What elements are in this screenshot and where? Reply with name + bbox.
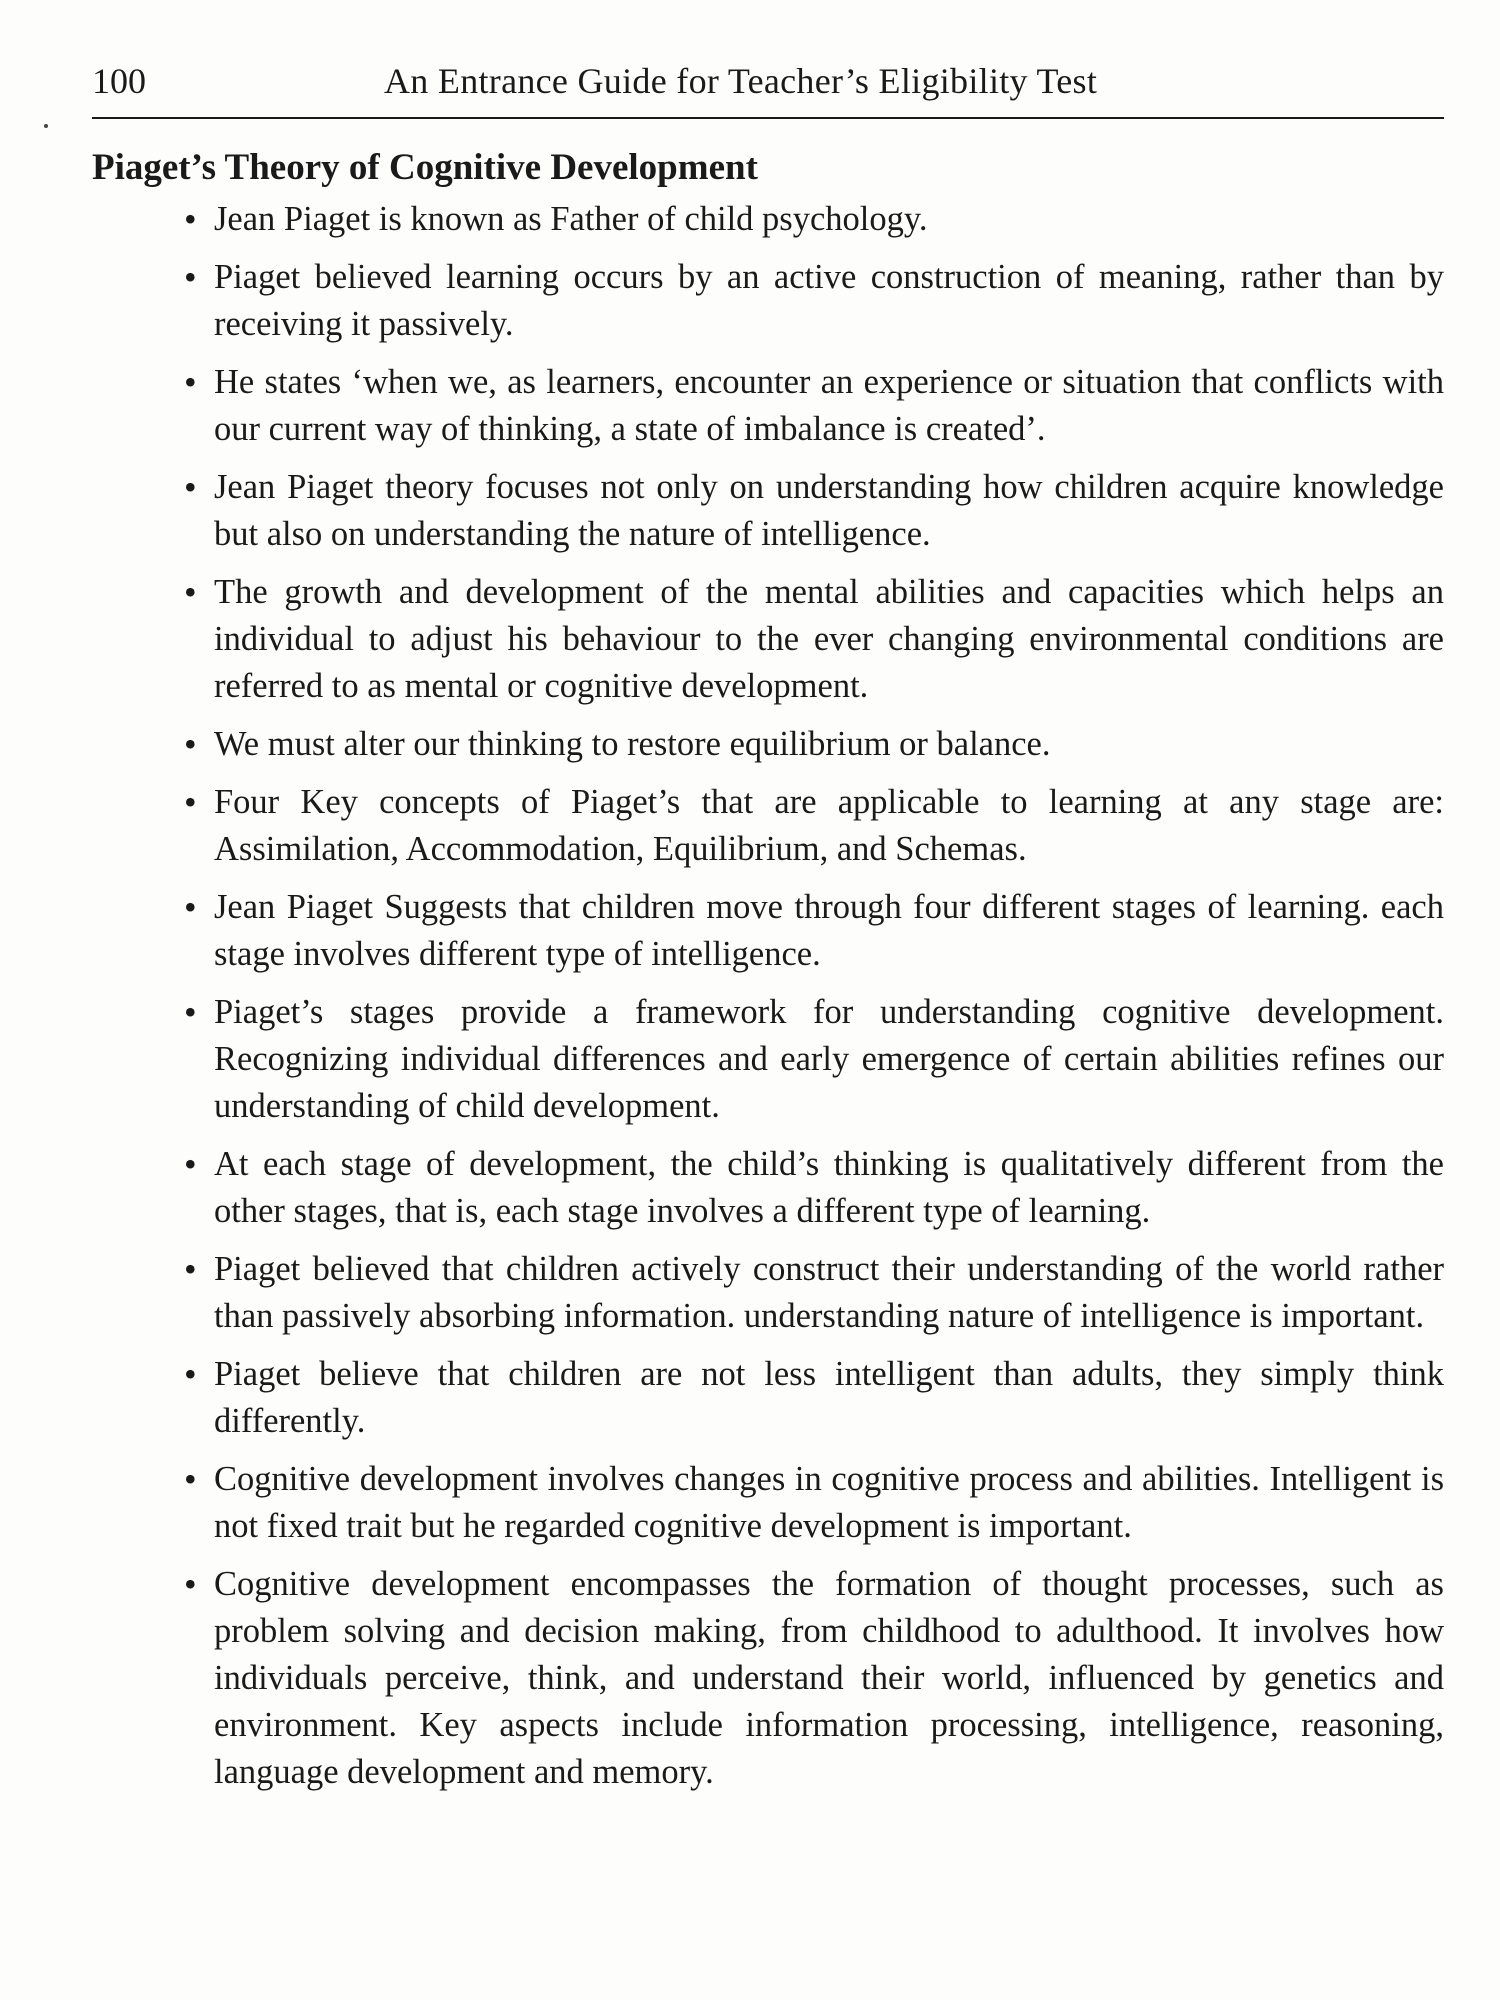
bullet-text: Cognitive development encompasses the formation of thought processes, such as problem solving and decision making, from childhood to adulthood. It involves how individuals perceive, think, and understand their world, influenced by genetics and environment. Key aspects include information processing, intelligence, reasoning, language development and memory. xyxy=(214,1565,1444,1791)
bullet-icon: • xyxy=(184,199,197,239)
bullet-text: Jean Piaget Suggests that children move through four different stages of learning. each stage involves different type of intelligence. xyxy=(214,888,1444,973)
bullet-text: Piaget believed learning occurs by an active construction of meaning, rather than by receiving it passively. xyxy=(214,258,1444,343)
bullet-text: Jean Piaget theory focuses not only on understanding how children acquire knowledge but also on understanding the nature of intelligence. xyxy=(214,468,1444,553)
bullet-text: Cognitive development involves changes in cognitive process and abilities. Intelligent is not fixed trait but he regarded cognitive development is important. xyxy=(214,1460,1444,1545)
running-header-title: An Entrance Guide for Teacher’s Eligibility Test xyxy=(384,61,1098,101)
list-item xyxy=(0,569,1444,710)
bullet-text: Piaget’s stages provide a framework for understanding cognitive development. Recognizing individual differences and early emergence of certain abilities refines our understanding of child development. xyxy=(214,993,1444,1125)
list-item xyxy=(0,1456,1444,1550)
bullet-icon: • xyxy=(184,724,197,764)
bullet-icon: • xyxy=(184,1459,197,1499)
list-item xyxy=(0,884,1444,978)
running-header xyxy=(92,56,1444,106)
list-item xyxy=(0,779,1444,873)
list-item xyxy=(0,1351,1444,1445)
bullet-icon: • xyxy=(184,1249,197,1289)
list-item xyxy=(0,254,1444,348)
bullet-icon: • xyxy=(184,1144,197,1184)
bullet-icon: • xyxy=(184,362,197,402)
list-item xyxy=(0,989,1444,1130)
list-item xyxy=(0,1561,1444,1796)
bullet-list xyxy=(0,196,1500,1807)
list-item xyxy=(0,464,1444,558)
bullet-text: At each stage of development, the child’s thinking is qualitatively different from the other stages, that is, each stage involves a different type of learning. xyxy=(214,1145,1444,1230)
bullet-text: Four Key concepts of Piaget’s that are applicable to learning at any stage are: Assimilation, Accommodation, Equilibrium, and Schemas. xyxy=(214,783,1444,868)
bullet-icon: • xyxy=(184,572,197,612)
bullet-text: The growth and development of the mental abilities and capacities which helps an individual to adjust his behaviour to the ever changing environmental conditions are referred to as mental or cognitive development. xyxy=(214,573,1444,705)
bullet-icon: • xyxy=(184,467,197,507)
section-heading: Piaget’s Theory of Cognitive Development xyxy=(92,147,758,188)
list-item xyxy=(0,721,1444,768)
bullet-icon: • xyxy=(184,1564,197,1604)
header-divider xyxy=(92,117,1444,119)
list-item xyxy=(0,196,1444,243)
bullet-text: Piaget believed that children actively construct their understanding of the world rather than passively absorbing information. understanding nature of intelligence is important. xyxy=(214,1250,1444,1335)
list-item xyxy=(0,1246,1444,1340)
page-number: 100 xyxy=(92,61,146,101)
bullet-text: Piaget believe that children are not less intelligent than adults, they simply think differently. xyxy=(214,1355,1444,1440)
list-item xyxy=(0,1141,1444,1235)
list-item xyxy=(0,359,1444,453)
bullet-icon: • xyxy=(184,257,197,297)
bullet-text: Jean Piaget is known as Father of child psychology. xyxy=(214,200,928,238)
bullet-icon: • xyxy=(184,1354,197,1394)
bullet-icon: • xyxy=(184,992,197,1032)
scan-speck xyxy=(44,124,48,128)
bullet-text: He states ‘when we, as learners, encounter an experience or situation that conflicts with our current way of thinking, a state of imbalance is created’. xyxy=(214,363,1444,448)
bullet-icon: • xyxy=(184,782,197,822)
bullet-text: We must alter our thinking to restore equilibrium or balance. xyxy=(214,725,1051,763)
bullet-icon: • xyxy=(184,887,197,927)
